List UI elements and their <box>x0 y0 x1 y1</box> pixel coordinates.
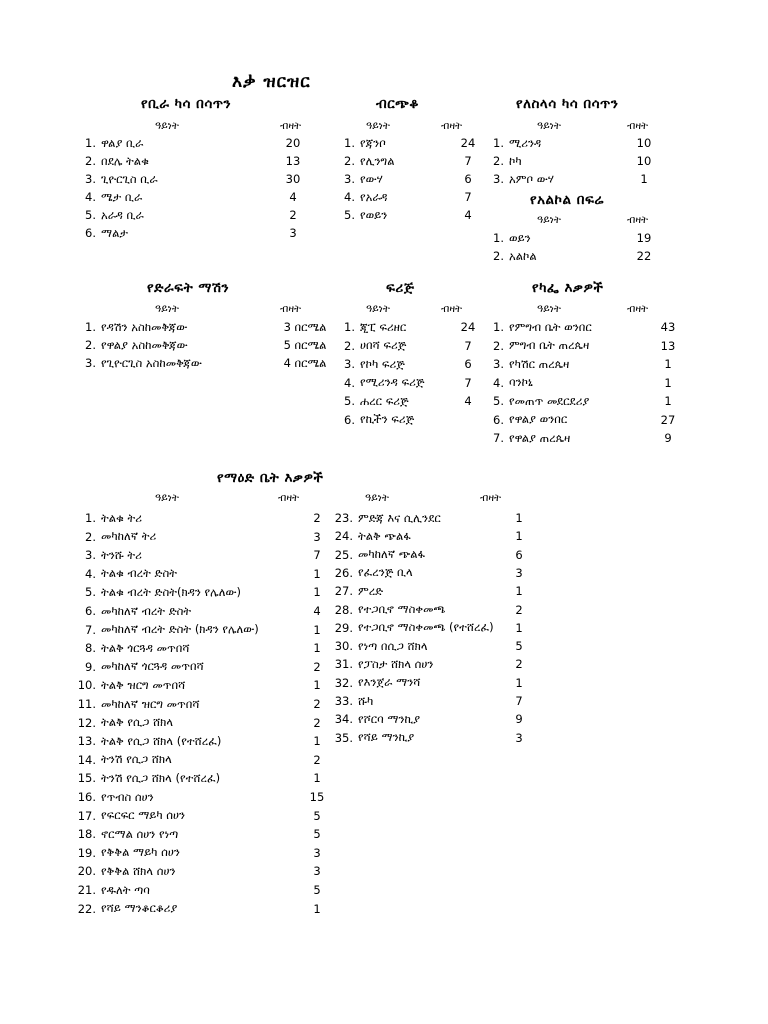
list-item <box>74 336 343 354</box>
column-header-type: ዓይነት <box>155 120 179 132</box>
column-header-quantity: ብዛት <box>280 120 302 132</box>
item-number: 5. <box>85 585 96 600</box>
item-name: ሀበሻ ፍሪጅ <box>360 338 407 352</box>
item-quantity: 1 <box>313 678 321 693</box>
item-quantity: 1 <box>313 622 321 637</box>
item-name: የዱለት ጣባ <box>101 882 150 897</box>
item-name: ጂፒ ፍሪዘር <box>360 319 407 334</box>
item-number: 33. <box>334 694 353 708</box>
list-item <box>333 134 490 152</box>
item-number: 4. <box>344 190 355 204</box>
item-number: 12. <box>77 715 96 730</box>
list-item <box>74 844 351 862</box>
item-quantity: 4 <box>289 190 297 204</box>
list-item <box>482 392 693 410</box>
item-quantity: 3 በርሜል <box>283 319 327 334</box>
item-quantity: 24 <box>460 136 476 150</box>
item-number: 10. <box>77 678 96 693</box>
item-name: መካከለኛ ጭልፋ <box>358 547 425 562</box>
column-header-type: ዓይነት <box>366 303 390 315</box>
list-item <box>482 429 693 447</box>
list-item <box>74 188 315 206</box>
list-item <box>482 374 693 392</box>
item-name: የዋልያ ወንበር <box>509 412 568 426</box>
item-quantity: 19 <box>636 231 652 245</box>
list-item <box>74 900 351 918</box>
item-name: የጊዮርጊስ አስከመቅጃው <box>101 355 202 370</box>
item-name: የተጋቢኖ ማስቀመጫ <box>358 602 446 616</box>
column-header-type: ዓይነት <box>155 303 179 315</box>
item-number: 17. <box>77 808 96 823</box>
item-quantity: 4 <box>313 604 321 618</box>
item-quantity: 4 <box>464 208 472 222</box>
item-number: 22. <box>77 901 96 916</box>
item-name: ወይን <box>509 230 531 245</box>
item-name: ምረድ <box>358 583 384 598</box>
item-quantity: 1 <box>313 566 321 581</box>
list-item <box>74 354 343 372</box>
item-number: 2. <box>85 529 96 544</box>
item-quantity: 9 <box>664 431 672 445</box>
item-name: አልኮል <box>509 248 537 263</box>
list-item <box>74 658 351 676</box>
item-number: 19. <box>77 845 96 860</box>
item-quantity: 24 <box>460 320 476 334</box>
item-quantity: 1 <box>515 675 523 690</box>
item-name: አምቦ ውሃ <box>509 171 554 186</box>
list-item <box>331 619 540 637</box>
list-item <box>74 509 351 527</box>
item-name: ትልቅ የሲጋ ሸክላ (የተሸረፈ) <box>101 733 222 748</box>
item-name: የሾርባ ማንኪያ <box>358 711 421 726</box>
list-item <box>482 337 693 355</box>
item-name: የዳሽን አስከመቅጃው <box>101 319 188 334</box>
section-title: የማዕድ ቤት እቃዎች <box>217 470 324 486</box>
item-number: 2. <box>493 249 504 263</box>
list-item <box>74 583 351 601</box>
item-number: 5. <box>344 394 355 408</box>
list-item <box>331 710 540 728</box>
list-item <box>331 527 540 545</box>
item-name: የኮካ ፍሪጅ <box>360 356 405 371</box>
item-number: 2. <box>493 338 504 353</box>
item-number: 5. <box>493 394 504 408</box>
item-number: 3. <box>344 172 355 186</box>
item-name: የውሃ <box>360 171 383 186</box>
list-item <box>331 637 540 655</box>
item-number: 2. <box>85 154 96 168</box>
list-item <box>331 692 540 710</box>
item-name: ሚሪንዳ <box>509 135 542 150</box>
list-item <box>74 881 351 899</box>
item-name: ምድጃ እና ሲሊንደር <box>358 510 441 525</box>
item-quantity: 3 <box>289 226 297 240</box>
item-quantity: 5 <box>313 883 321 897</box>
item-number: 11. <box>77 697 96 711</box>
item-quantity: 5 <box>313 827 321 842</box>
item-quantity: 9 <box>515 712 523 727</box>
item-quantity: 1 <box>664 394 672 408</box>
item-number: 3. <box>344 357 355 371</box>
item-quantity: 5 <box>313 808 321 823</box>
item-number: 4. <box>344 375 355 390</box>
item-number: 3. <box>85 172 96 186</box>
item-name: መካከለኛ ትሪ <box>101 529 157 544</box>
item-quantity: 10 <box>636 154 652 168</box>
list-item <box>74 318 343 336</box>
item-name: ትልቁ ብረት ድስት <box>101 566 177 581</box>
item-name: የካሽር ጠረጴዛ <box>509 356 570 371</box>
item-name: የመጠጥ መደርደሪያ <box>509 393 590 408</box>
item-quantity: 5 <box>515 639 523 654</box>
item-number: 1. <box>344 320 355 334</box>
section-title: የካፌ እቃዎች <box>532 280 604 296</box>
item-number: 5. <box>85 208 96 222</box>
item-number: 1. <box>85 136 96 150</box>
item-name: መካከለኛ ዝርግ መጥበሻ <box>101 696 200 711</box>
item-number: 16. <box>77 790 96 804</box>
list-item <box>482 134 667 152</box>
item-name: ሜታ ቢራ <box>101 189 143 204</box>
item-name: ትልቅ የሲጋ ሸክላ <box>101 715 174 730</box>
item-name: የተጋቢኖ ማስቀመጫ (የተሸረፈ) <box>358 620 494 635</box>
item-quantity: 1 <box>515 529 523 544</box>
item-number: 27. <box>334 584 353 599</box>
item-name: የሻይ ማንቆርቆሪያ <box>101 901 178 916</box>
list-item <box>482 152 667 170</box>
list-item <box>482 318 693 336</box>
list-item <box>331 674 540 692</box>
list-item <box>74 152 315 170</box>
item-number: 32. <box>334 675 353 690</box>
list-item <box>74 714 351 732</box>
list-item <box>482 355 693 373</box>
item-name: አራዳ ቢራ <box>101 207 144 222</box>
item-quantity: 2 <box>313 715 321 730</box>
item-name: የእንጀራ ማንሻ <box>358 675 421 690</box>
list-item <box>74 170 315 188</box>
item-number: 24. <box>334 529 353 544</box>
item-quantity: 15 <box>309 790 325 804</box>
item-name: የፓስታ ሸክላ ሰሀን <box>358 656 434 671</box>
item-number: 1. <box>344 136 355 150</box>
item-name: የኪችን ፍሪጅ <box>360 412 415 426</box>
list-item <box>74 732 351 750</box>
item-name: የፈረንጅ ቢላ <box>358 565 413 580</box>
item-quantity: 1 <box>313 641 321 656</box>
item-quantity: 22 <box>636 249 652 263</box>
item-quantity: 1 <box>515 584 523 599</box>
list-item <box>331 546 540 564</box>
item-quantity: 3 <box>313 529 321 544</box>
item-number: 3. <box>85 356 96 370</box>
list-item <box>74 676 351 694</box>
item-quantity: 2 <box>289 208 297 222</box>
item-number: 15. <box>77 771 96 786</box>
item-name: ትልቅ ዝርግ መጥበሻ <box>101 677 186 692</box>
item-quantity: 7 <box>464 338 472 353</box>
item-number: 13. <box>77 734 96 749</box>
list-item <box>331 655 540 673</box>
list-item <box>333 374 490 392</box>
item-quantity: 1 <box>515 620 523 635</box>
item-quantity: 3 <box>313 845 321 860</box>
item-number: 6. <box>85 604 96 618</box>
item-quantity: 1 <box>664 375 672 390</box>
section-title: የለስላሳ ካሳ በሳጥን <box>516 96 619 112</box>
item-name: ኖርማል ሰሀን የነጣ <box>101 826 179 841</box>
item-number: 6. <box>493 412 504 427</box>
item-quantity: 43 <box>660 320 676 334</box>
item-number: 7. <box>493 431 504 445</box>
list-item <box>333 170 490 188</box>
item-quantity: 10 <box>636 136 652 150</box>
item-name: መካከለኛ ብረት ድስት (ክዳን የሌለው) <box>101 622 259 637</box>
item-number: 31. <box>334 657 353 672</box>
item-quantity: 3 <box>313 864 321 879</box>
item-number: 20. <box>77 864 96 879</box>
column-header-type: ዓይነት <box>155 492 179 504</box>
list-item <box>333 392 490 410</box>
item-quantity: 4 <box>464 394 472 408</box>
list-item <box>482 411 693 429</box>
list-item <box>74 134 315 152</box>
list-item <box>74 695 351 713</box>
column-header-quantity: ብዛት <box>280 303 302 315</box>
item-name: ባንኮኒ <box>509 375 533 389</box>
item-name: የሻይ ማንኪያ <box>358 730 415 745</box>
item-quantity: 2 <box>313 697 321 711</box>
column-header-quantity: ብዛት <box>480 492 502 504</box>
list-item <box>74 769 351 787</box>
list-item <box>74 546 351 564</box>
item-number: 23. <box>334 511 353 525</box>
item-quantity: 2 <box>313 511 321 525</box>
item-number: 1. <box>493 231 504 245</box>
item-number: 6. <box>85 226 96 240</box>
list-item <box>74 825 351 843</box>
item-number: 35. <box>334 730 353 745</box>
column-header-type: ዓይነት <box>537 303 561 315</box>
item-number: 3. <box>493 172 504 186</box>
document-title: እቃ ዝርዝር <box>232 72 311 92</box>
item-name: ሹካ <box>358 693 374 708</box>
item-name: ትልቁ ብረት ድስት(ክዳን የሌለው) <box>101 584 241 599</box>
item-quantity: 1 <box>313 734 321 749</box>
item-name: የቅቅል ማይካ ሰሀን <box>101 845 180 860</box>
item-name: ሐረር ፍሪጅ <box>360 393 409 408</box>
item-number: 25. <box>334 547 353 562</box>
item-quantity: 7 <box>464 190 472 204</box>
item-quantity: 7 <box>515 694 523 708</box>
item-name: ጊዮርጊስ ቢራ <box>101 171 158 186</box>
item-number: 21. <box>77 883 96 897</box>
list-item <box>333 355 490 373</box>
item-quantity: 1 <box>640 172 648 186</box>
item-number: 4. <box>493 375 504 390</box>
item-quantity: 7 <box>464 154 472 168</box>
section-title: የድራፍት ማሽን <box>147 280 230 296</box>
item-number: 3. <box>85 548 96 563</box>
item-name: የጥብስ ሰሀን <box>101 789 154 804</box>
list-item <box>74 621 351 639</box>
item-quantity: 4 በርሜል <box>283 355 327 370</box>
item-number: 2. <box>493 154 504 168</box>
item-number: 1. <box>493 320 504 334</box>
item-number: 7. <box>85 622 96 637</box>
item-quantity: 2 <box>313 659 321 674</box>
item-number: 1. <box>85 511 96 525</box>
item-name: የዋልያ አስከመቅጃው <box>101 337 188 352</box>
column-header-quantity: ብዛት <box>627 303 649 315</box>
item-number: 28. <box>334 602 353 617</box>
list-item <box>333 206 490 224</box>
item-quantity: 2 <box>515 657 523 672</box>
item-number: 30. <box>334 639 353 654</box>
column-header-type: ዓይነት <box>365 492 389 504</box>
section-title: የቢራ ካሳ በሳጥን <box>141 96 232 112</box>
item-quantity: 6 <box>515 547 523 562</box>
section-title: ፍሪጅ <box>386 280 415 296</box>
list-item <box>74 528 351 546</box>
item-number: 5. <box>344 208 355 222</box>
item-quantity: 1 <box>313 585 321 600</box>
column-header-type: ዓይነት <box>537 120 561 132</box>
item-quantity: 1 <box>515 511 523 525</box>
item-name: የዋልያ ጠረጴዛ <box>509 430 571 445</box>
list-item <box>482 170 667 188</box>
list-item <box>333 188 490 206</box>
item-quantity: 7 <box>464 375 472 390</box>
item-quantity: 13 <box>285 154 301 168</box>
item-name: ዋልያ ቢራ <box>101 135 144 150</box>
list-item <box>74 565 351 583</box>
item-name: የምግብ ቤት ወንበር <box>509 319 592 334</box>
list-item <box>74 751 351 769</box>
item-number: 1. <box>493 136 504 150</box>
item-number: 8. <box>85 641 96 656</box>
item-quantity: 13 <box>660 338 676 353</box>
item-name: ምግብ ቤት ጠረጴዛ <box>509 338 590 352</box>
item-name: የሊንግል <box>360 153 395 168</box>
list-item <box>74 206 315 224</box>
item-number: 6. <box>344 412 355 427</box>
column-header-quantity: ብዛት <box>627 214 649 226</box>
item-name: ኮካ <box>509 153 522 168</box>
item-number: 2. <box>344 154 355 168</box>
item-name: ትልቅ ጭልፋ <box>358 528 411 543</box>
item-name: ትንሽ የሲጋ ሸክላ (የተሸረፈ) <box>101 770 221 785</box>
item-name: የሚሪንዳ ፍሪጅ <box>360 375 425 389</box>
item-name: በደሌ ትልቁ <box>101 153 149 168</box>
item-quantity: 2 <box>313 752 321 767</box>
item-quantity: 5 በርሜል <box>283 337 327 352</box>
item-number: 29. <box>334 620 353 635</box>
item-number: 4. <box>85 566 96 581</box>
item-name: የቅቅል ሸክላ ሰሀን <box>101 863 176 878</box>
item-quantity: 30 <box>285 172 301 186</box>
list-item <box>333 411 490 429</box>
item-quantity: 3 <box>515 730 523 745</box>
item-number: 14. <box>77 752 96 767</box>
list-item <box>74 224 315 242</box>
item-quantity: 1 <box>313 771 321 786</box>
item-name: ትልቅ ጎርጓዳ መጥበሻ <box>101 640 190 655</box>
item-name: መካከለኛ ጎርጓዳ መጥበሻ <box>101 659 204 674</box>
column-header-quantity: ብዛት <box>441 303 463 315</box>
item-number: 2. <box>85 338 96 352</box>
item-name: የአራዳ <box>360 189 388 204</box>
list-item <box>74 862 351 880</box>
item-number: 18. <box>77 827 96 842</box>
column-header-quantity: ብዛት <box>278 492 300 504</box>
list-item <box>482 247 667 265</box>
list-item <box>333 318 490 336</box>
item-name: ትንሹ ትሪ <box>101 547 142 562</box>
section-title: ብርጭቆ <box>376 96 420 112</box>
list-item <box>74 807 351 825</box>
item-quantity: 7 <box>313 548 321 563</box>
item-quantity: 6 <box>464 172 472 186</box>
list-item <box>331 729 540 747</box>
item-number: 1. <box>85 320 96 334</box>
list-item <box>74 639 351 657</box>
column-header-type: ዓይነት <box>366 120 390 132</box>
item-name: መካከለኛ ብረት ድስት <box>101 603 192 618</box>
list-item <box>333 337 490 355</box>
column-header-quantity: ብዛት <box>627 120 649 132</box>
list-item <box>333 152 490 170</box>
item-name: ትልቁ ትሪ <box>101 510 143 525</box>
column-header-type: ዓይነት <box>537 214 561 226</box>
item-name: የነጣ በሲጋ ሸክላ <box>358 638 428 653</box>
list-item <box>74 602 351 620</box>
item-name: የፍርፍር ማይካ ሰሀን <box>101 808 186 823</box>
list-item <box>74 788 351 806</box>
item-number: 2. <box>344 338 355 353</box>
item-quantity: 20 <box>285 136 301 150</box>
item-quantity: 3 <box>515 565 523 580</box>
item-quantity: 1 <box>313 901 321 916</box>
item-number: 26. <box>334 565 353 580</box>
item-quantity: 1 <box>664 357 672 371</box>
list-item <box>331 564 540 582</box>
list-item <box>482 229 667 247</box>
item-name: ማልታ <box>101 225 128 240</box>
section-title: የአልኮል በፍሬ <box>530 192 605 208</box>
item-number: 9. <box>85 659 96 674</box>
item-number: 4. <box>85 190 96 204</box>
item-number: 34. <box>334 712 353 727</box>
item-name: ትንሽ የሲጋ ሸክላ <box>101 752 172 767</box>
item-quantity: 2 <box>515 602 523 617</box>
column-header-quantity: ብዛት <box>441 120 463 132</box>
item-quantity: 27 <box>660 412 676 427</box>
item-quantity: 6 <box>464 357 472 371</box>
item-name: የጃንቦ <box>360 135 386 150</box>
list-item <box>331 509 540 527</box>
list-item <box>331 582 540 600</box>
item-name: የወይን <box>360 207 388 222</box>
list-item <box>331 601 540 619</box>
item-number: 3. <box>493 357 504 371</box>
